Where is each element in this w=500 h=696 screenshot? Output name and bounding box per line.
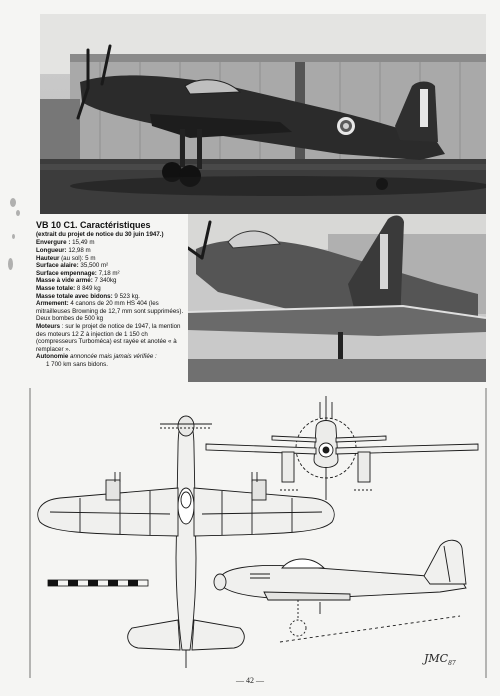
spec-label: Armement: [36,300,69,308]
spec-row-envergure [36,239,184,247]
spec-value: 7,18 m² [96,269,120,277]
photo-aircraft-wing-detail [188,214,486,382]
spec-row-autonomie [36,353,184,361]
spec-value: 15,49 m [70,239,95,247]
photo-aircraft-on-tarmac [40,14,486,214]
scale-bar [48,580,148,586]
spec-label: Autonomie [36,353,69,361]
spec-label: Surface empennage: [36,269,97,277]
spec-value: 35,500 m² [78,262,109,270]
spec-value: : sur le projet de notice de 1947, la mention des moteurs 12 Z à injection de 1 150 ch (compresseurs Turboméca) est rayée et anotée « à remplacer ». [36,322,181,353]
spec-title: VB 10 C1. Caractéristiques [36,220,151,230]
signature-initials: JMC [424,652,449,665]
spec-value: 8 849 kg [75,284,101,292]
spec-row-masse-totale [36,285,184,293]
spec-value: (au sol): 5 m [59,254,96,262]
spec-autonomy-note: annoncée mais jamais vérifiée : [68,353,157,361]
spec-row-armement [36,300,184,323]
specifications-caption [36,220,184,369]
page-number: — 42 — [236,676,264,685]
three-view-drawing [20,388,490,678]
spec-row-surface-empennage [36,270,184,278]
spec-value: 12,98 m [66,247,91,254]
spec-label: Hauteur [36,254,60,262]
spec-row-masse-bidons [36,293,184,301]
spec-value: 9 523 kg. [112,292,140,300]
spec-label: Longueur: [36,247,67,254]
spec-label: Surface alaire: [36,262,79,270]
spec-row-hauteur [36,255,184,263]
spec-label: Masse totale avec bidons: [36,292,113,300]
spec-label: Envergure : [36,239,71,247]
scan-speck [12,234,15,239]
scan-speck [10,198,16,207]
signature-year: 87 [448,660,456,668]
spec-label: Masse totale: [36,284,76,292]
spec-label: Masse à vide armé: [36,277,93,285]
illustrator-signature [424,652,456,667]
spec-value: 7 340kg [92,277,117,285]
spec-value: 4 canons de 20 mm HS 404 (les mitrailleuses Browning de 12,7 mm sont supprimées). Deux bombes de 500 kg [36,300,184,323]
scan-speck [16,210,20,216]
scan-speck [8,258,13,270]
spec-row-surface-alaire [36,262,184,270]
spec-subtitle: (extrait du projet de notice du 30 juin 1947.) [36,231,164,238]
spec-label: Moteurs [36,322,61,330]
spec-row-moteurs [36,323,184,353]
spec-autonomy-value: 1 700 km sans bidons. [46,360,108,368]
spec-row-masse-vide [36,277,184,285]
spec-row-longueur [36,247,184,255]
